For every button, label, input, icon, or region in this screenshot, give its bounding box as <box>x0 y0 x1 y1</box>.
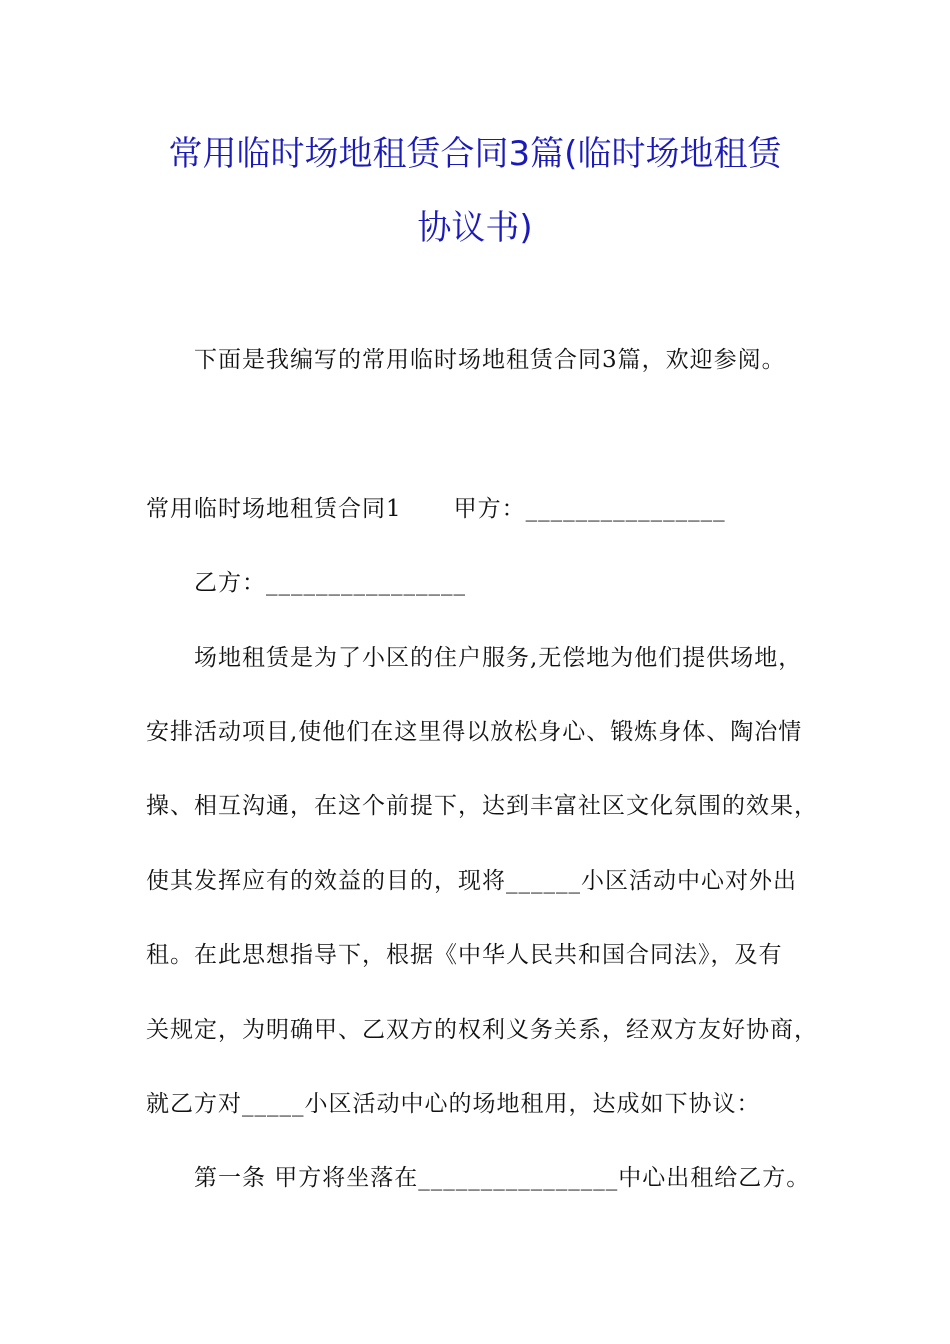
intro-paragraph: 下面是我编写的常用临时场地租赁合同3篇，欢迎参阅。 <box>194 347 786 373</box>
body-line: 使其发挥应有的效益的目的，现将______小区活动中心对外出 <box>146 868 797 894</box>
document-title-line-1: 常用临时场地租赁合同3篇(临时场地租赁 <box>168 134 782 174</box>
article-1: 第一条 甲方将坐落在________________中心出租给乙方。 <box>194 1165 811 1191</box>
document-title-line-2: 协议书) <box>417 208 533 248</box>
party-b-field: 乙方：________________ <box>194 570 466 596</box>
body-line: 场地租赁是为了小区的住户服务,无偿地为他们提供场地， <box>194 645 803 671</box>
contract-heading-row <box>146 494 726 524</box>
body-line: 租。在此思想指导下，根据《中华人民共和国合同法》，及有 <box>146 942 783 968</box>
body-line: 安排活动项目,使他们在这里得以放松身心、锻炼身体、陶冶情 <box>146 719 803 745</box>
body-line: 就乙方对_____小区活动中心的场地租用，达成如下协议： <box>146 1091 761 1117</box>
body-line: 关规定，为明确甲、乙双方的权利义务关系，经双方友好协商， <box>146 1017 818 1043</box>
body-line: 操、相互沟通，在这个前提下，达到丰富社区文化氛围的效果， <box>146 793 818 819</box>
party-a-field: 甲方：________________ <box>453 496 726 522</box>
contract-heading: 常用临时场地租赁合同1 <box>146 496 402 522</box>
